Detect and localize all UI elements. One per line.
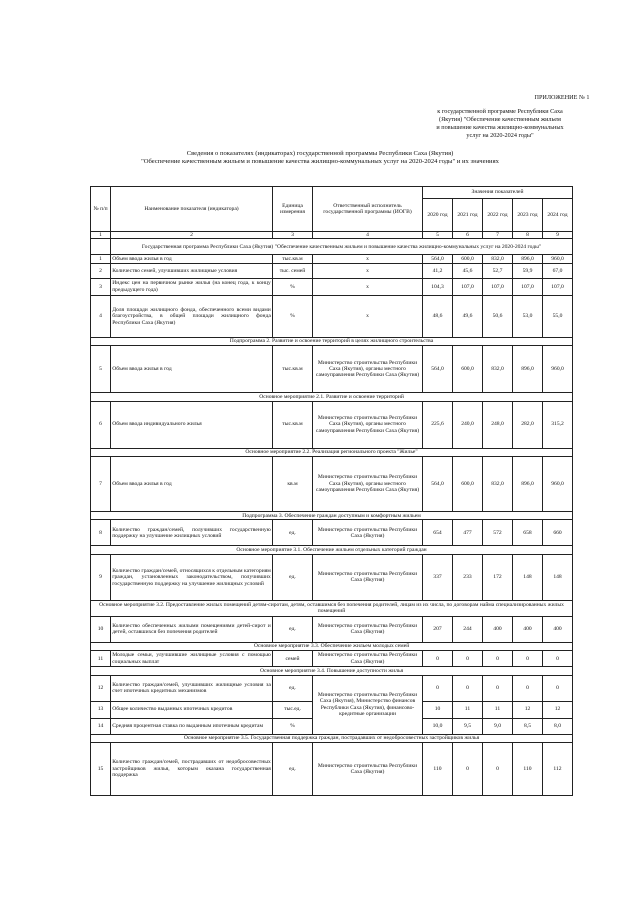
value-cell: 564,0	[423, 457, 453, 512]
value-cell: 10	[423, 701, 453, 718]
value-cell: 110	[423, 743, 453, 796]
column-number: 9	[543, 232, 573, 239]
value-cell: 10,0	[423, 718, 453, 734]
value-cell: 225,6	[423, 401, 453, 448]
row-number: 15	[91, 743, 111, 796]
header-year: 2021 год	[453, 199, 483, 232]
value-cell: 0	[453, 675, 483, 701]
indicator-name: Количество семей, улучшивших жилищные условия	[111, 263, 273, 278]
header-num: № п/п	[91, 187, 111, 232]
indicator-name: Количество граждан/семей, относящихся к отдельным категориям граждан, установленных законодательством, получивших государственную поддержку на улучшение жилищных условий	[111, 554, 273, 600]
value-cell: 59,9	[513, 263, 543, 278]
value-cell: 960,0	[543, 457, 573, 512]
value-cell: 0	[513, 651, 543, 667]
header-year: 2020 год	[423, 199, 453, 232]
value-cell: 107,0	[513, 278, 543, 295]
responsible-cell: Министерство строительства Республики Саха (Якутия)	[313, 651, 423, 667]
appendix-line: и повышение качества жилищно-коммунальных	[436, 124, 564, 131]
value-cell: 0	[483, 675, 513, 701]
value-cell: 8,5	[513, 718, 543, 734]
value-cell: 400	[543, 616, 573, 642]
value-cell: 8,0	[543, 718, 573, 734]
column-number: 5	[423, 232, 453, 239]
value-cell: 0	[453, 651, 483, 667]
section-heading: Основное мероприятие 3.1. Обеспечение жильем отдельных категорий граждан	[91, 546, 573, 554]
responsible-cell: Министерство строительства Республики Саха (Якутия)	[313, 520, 423, 546]
column-number: 6	[453, 232, 483, 239]
value-cell: 0	[423, 651, 453, 667]
unit-cell: тыс.кв.м	[273, 346, 313, 393]
indicator-name: Индекс цен на первичном рынке жилья (на конец года, к концу предыдущего года)	[111, 278, 273, 295]
unit-cell: ед.	[273, 520, 313, 546]
title-line: "Обеспечение качественным жильем и повышение качества жилищно-коммунальных услуг на 2020-2024 годы" и их значениях	[141, 158, 499, 165]
section-heading: Основное мероприятие 2.1. Развитие и освоение территорий	[91, 393, 573, 401]
value-cell: 244	[453, 616, 483, 642]
value-cell: 832,0	[483, 255, 513, 263]
indicator-name: Объем ввода жилья в год	[111, 255, 273, 263]
header-year: 2024 год	[543, 199, 573, 232]
value-cell: 45,6	[453, 263, 483, 278]
value-cell: 104,3	[423, 278, 453, 295]
value-cell: 960,0	[543, 346, 573, 393]
row-number: 2	[91, 263, 111, 278]
value-cell: 282,0	[513, 401, 543, 448]
responsible-cell: Министерство строительства Республики Саха (Якутия)	[313, 616, 423, 642]
value-cell: 564,0	[423, 346, 453, 393]
value-cell: 572	[483, 520, 513, 546]
value-cell: 400	[513, 616, 543, 642]
value-cell: 207	[423, 616, 453, 642]
value-cell: 0	[513, 675, 543, 701]
value-cell: 11	[483, 701, 513, 718]
value-cell: 896,0	[513, 457, 543, 512]
section-heading: Основное мероприятие 2.2. Реализация регионального проекта "Жилье"	[91, 448, 573, 456]
row-number: 14	[91, 718, 111, 734]
document-title	[90, 150, 550, 166]
value-cell: 248,0	[483, 401, 513, 448]
row-number: 10	[91, 616, 111, 642]
unit-cell: %	[273, 718, 313, 734]
value-cell: 112	[543, 743, 573, 796]
value-cell: 55,0	[543, 295, 573, 337]
responsible-cell: Министерство строительства Республики Саха (Якутия), органы местного самоуправления Республики Саха (Якутия)	[313, 346, 423, 393]
appendix-line: к государственной программе Республики Саха	[437, 108, 563, 115]
row-number: 8	[91, 520, 111, 546]
appendix-block	[400, 88, 600, 140]
value-cell: 832,0	[483, 457, 513, 512]
row-number: 11	[91, 651, 111, 667]
row-number: 7	[91, 457, 111, 512]
header-values: Значения показателей	[423, 187, 573, 199]
value-cell: 0	[543, 651, 573, 667]
responsible-cell: х	[313, 255, 423, 263]
row-number: 12	[91, 675, 111, 701]
header-year: 2022 год	[483, 199, 513, 232]
unit-cell: ед.	[273, 554, 313, 600]
indicator-name: Количество обеспеченных жилыми помещениями детей-сирот и детей, оставшихся без попечения родителей	[111, 616, 273, 642]
indicator-name: Количество граждан/семей, пострадавших от недобросовестных застройщиков жилья, которым оказана государственная поддержка	[111, 743, 273, 796]
row-number: 1	[91, 255, 111, 263]
responsible-cell: х	[313, 278, 423, 295]
row-number: 3	[91, 278, 111, 295]
row-number: 5	[91, 346, 111, 393]
section-heading: Основное мероприятие 3.3. Обеспечение жильем молодых семей	[91, 642, 573, 650]
value-cell: 148	[543, 554, 573, 600]
section-heading: Государственная программа Республики Саха (Якутия) "Обеспечение качественным жильем и повышение качества жилищно-коммунальных услуг на 2020-2024 годы"	[111, 239, 573, 255]
unit-cell: ед.	[273, 616, 313, 642]
row-number: 9	[91, 554, 111, 600]
value-cell: 12	[513, 701, 543, 718]
responsible-cell: х	[313, 263, 423, 278]
value-cell: 172	[483, 554, 513, 600]
row-number: 4	[91, 295, 111, 337]
value-cell: 658	[513, 520, 543, 546]
appendix-line: услуг на 2020-2024 годы"	[466, 132, 534, 139]
unit-cell: %	[273, 295, 313, 337]
unit-cell: тыс.ед.	[273, 701, 313, 718]
title-line: Сведения о показателях (индикаторах) государственной программы Республики Саха (Якутия)	[186, 150, 454, 157]
value-cell: 107,0	[543, 278, 573, 295]
responsible-cell: Министерство строительства Республики Саха (Якутия), Министерство финансов Республики Саха (Якутия), финансово-кредитные организации	[313, 675, 423, 734]
column-number: 3	[273, 232, 313, 239]
value-cell: 600,0	[453, 255, 483, 263]
value-cell: 0	[483, 651, 513, 667]
indicator-name: Объем ввода жилья в год	[111, 457, 273, 512]
value-cell: 110	[513, 743, 543, 796]
responsible-cell: Министерство строительства Республики Саха (Якутия)	[313, 743, 423, 796]
value-cell: 337	[423, 554, 453, 600]
value-cell: 12	[543, 701, 573, 718]
section-heading: Основное мероприятие 3.4. Повышение доступности жилья	[91, 667, 573, 675]
section-heading: Основное мероприятие 3.5. Государственная поддержка граждан, пострадавших от недобросовестных застройщиков жилья	[91, 734, 573, 742]
section-heading: Основное мероприятие 3.2. Предоставление жилых помещений детям-сиротам, детям, оставшимся без попечения родителей, лицам из их числа, по договорам найма специализированных жилых помещений	[91, 600, 573, 616]
value-cell: 0	[453, 743, 483, 796]
value-cell: 11	[453, 701, 483, 718]
value-cell: 960,0	[543, 255, 573, 263]
value-cell: 477	[453, 520, 483, 546]
column-number: 7	[483, 232, 513, 239]
value-cell: 107,0	[453, 278, 483, 295]
appendix-line: (Якутия) "Обеспечение качественным жильем	[439, 116, 561, 123]
responsible-cell: х	[313, 295, 423, 337]
section-heading: Подпрограмма 2. Развитие и освоение территорий в целях жилищного строительства	[91, 337, 573, 345]
value-cell: 107,0	[483, 278, 513, 295]
unit-cell: ед.	[273, 743, 313, 796]
indicator-name: Количество граждан/семей, получивших государственную поддержку на улучшение жилищных условий	[111, 520, 273, 546]
indicator-name: Объем ввода индивидуального жилья	[111, 401, 273, 448]
section-heading: Подпрограмма 3. Обеспечение граждан доступным и комфортным жильем	[91, 512, 573, 520]
responsible-cell: Министерство строительства Республики Саха (Якутия), органы местного самоуправления Республики Саха (Якутия)	[313, 401, 423, 448]
unit-cell: тыс. семей	[273, 263, 313, 278]
value-cell: 148	[513, 554, 543, 600]
value-cell: 9,0	[483, 718, 513, 734]
value-cell: 233	[453, 554, 483, 600]
value-cell: 654	[423, 520, 453, 546]
header-year: 2023 год	[513, 199, 543, 232]
value-cell: 48,6	[423, 295, 453, 337]
indicator-name: Объем ввода жилья в год	[111, 346, 273, 393]
value-cell: 0	[483, 743, 513, 796]
unit-cell: тыс.кв.м	[273, 401, 313, 448]
responsible-cell: Министерство строительства Республики Саха (Якутия), органы местного самоуправления Республики Саха (Якутия)	[313, 457, 423, 512]
indicator-name: Молодые семьи, улучшившие жилищные условия с помощью социальных выплат	[112, 652, 271, 665]
value-cell: 600,0	[453, 346, 483, 393]
unit-cell: семей	[273, 651, 313, 667]
value-cell: 9,5	[453, 718, 483, 734]
value-cell: 240,0	[453, 401, 483, 448]
value-cell: 400	[483, 616, 513, 642]
header-unit: Единица измерения	[273, 187, 313, 232]
unit-cell: тыс.кв.м	[273, 255, 313, 263]
value-cell: 896,0	[513, 255, 543, 263]
indicator-name: Средняя процентная ставка по выданным ипотечным кредитам	[111, 718, 273, 734]
column-number: 1	[91, 232, 111, 239]
value-cell: 896,0	[513, 346, 543, 393]
value-cell: 0	[423, 675, 453, 701]
value-cell: 600,0	[453, 457, 483, 512]
value-cell: 50,6	[483, 295, 513, 337]
unit-cell: ед.	[273, 675, 313, 701]
indicators-table	[90, 186, 573, 796]
indicator-name: Доля площади жилищного фонда, обеспеченного всеми видами благоустройства, в общей площади жилищного фонда Республики Саха (Якутия)	[111, 295, 273, 337]
column-number: 4	[313, 232, 423, 239]
value-cell: 660	[543, 520, 573, 546]
appendix-title: ПРИЛОЖЕНИЕ № 1	[534, 94, 590, 101]
value-cell: 53,0	[513, 295, 543, 337]
header-name: Наименование показателя (индикатора)	[111, 187, 273, 232]
unit-cell: кв.м	[273, 457, 313, 512]
indicator-name: Общее количество выданных ипотечных кредитов	[111, 701, 273, 718]
responsible-cell: Министерство строительства Республики Саха (Якутия)	[313, 554, 423, 600]
value-cell: 832,0	[483, 346, 513, 393]
value-cell: 315,2	[543, 401, 573, 448]
indicator-name: Количество граждан/семей, улучшивших жилищные условия за счет ипотечных кредитных механизмов	[111, 675, 273, 701]
unit-cell: %	[273, 278, 313, 295]
row-number: 13	[91, 701, 111, 718]
value-cell: 67,0	[543, 263, 573, 278]
value-cell: 0	[543, 675, 573, 701]
value-cell: 41,2	[423, 263, 453, 278]
header-responsible: Ответственный исполнитель государственной программы (ИОГВ)	[313, 187, 423, 232]
row-number: 6	[91, 401, 111, 448]
column-number: 8	[513, 232, 543, 239]
value-cell: 52,7	[483, 263, 513, 278]
value-cell: 564,0	[423, 255, 453, 263]
value-cell: 49,6	[453, 295, 483, 337]
column-number: 2	[111, 232, 273, 239]
